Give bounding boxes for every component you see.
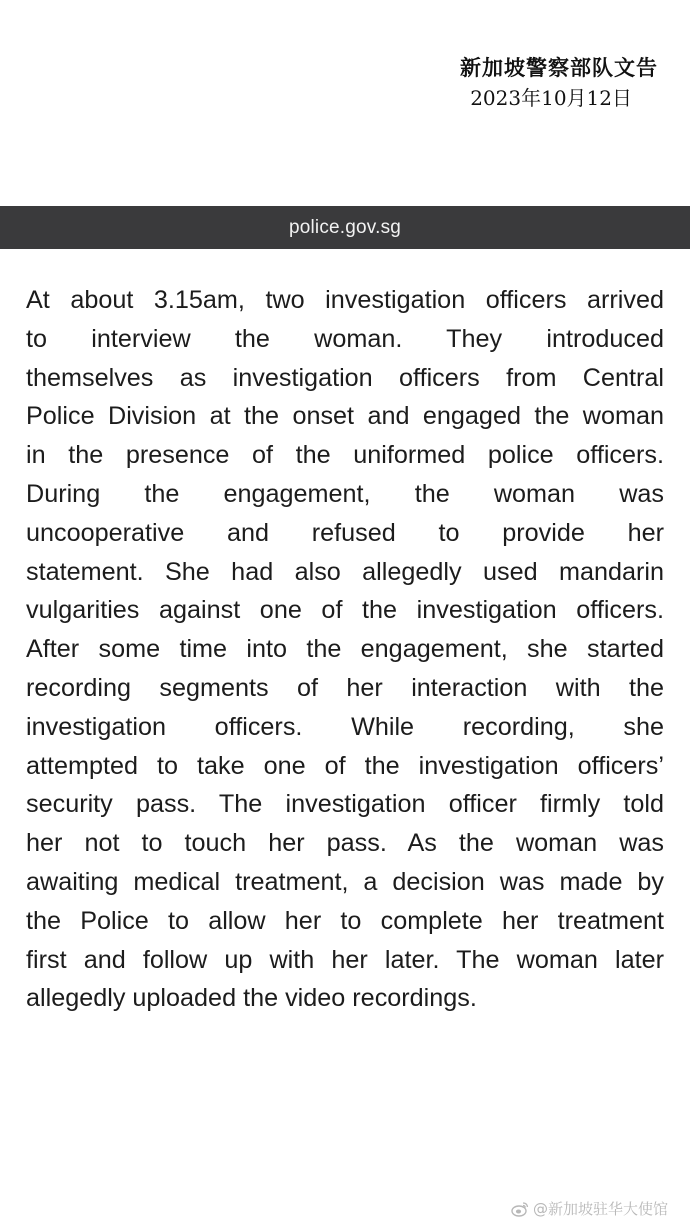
article-line: vulgarities against one of the investigation officers. (26, 596, 664, 625)
article-line: in the presence of the uniformed police officers. (26, 441, 664, 470)
article-line: awaiting medical treatment, a decision was made by (26, 867, 664, 896)
article-line: to interview the woman. They introduced (26, 324, 664, 353)
url-bar (0, 206, 690, 249)
watermark (511, 1198, 668, 1219)
article-line: first and follow up with her later. The woman later (26, 945, 664, 974)
article-line: the Police to allow her to complete her treatment (26, 906, 664, 935)
article-line: Police Division at the onset and engaged the woman (26, 402, 664, 431)
watermark-text: @新加坡驻华大使馆 (532, 1200, 668, 1218)
url-text: police.gov.sg (288, 216, 402, 238)
article-line: her not to touch her pass. As the woman was (26, 829, 664, 858)
press-release-date: 2023年10月12日 (470, 86, 632, 110)
article-line: allegedly uploaded the video recordings. (26, 984, 477, 1013)
article-line: attempted to take one of the investigation officers’ (26, 751, 664, 780)
article-line: investigation officers. While recording, she (26, 712, 664, 741)
press-release-title: 新加坡警察部队文告 (460, 55, 658, 80)
weibo-icon (511, 1201, 529, 1217)
article-line: themselves as investigation officers from Central (26, 363, 664, 392)
article-body (26, 281, 664, 1018)
article-line: At about 3.15am, two investigation officers arrived (26, 286, 664, 314)
article-line: During the engagement, the woman was (26, 479, 664, 508)
article-line: After some time into the engagement, she started (26, 635, 664, 664)
article-line: statement. She had also allegedly used mandarin (26, 557, 664, 586)
article-line: recording segments of her interaction with the (26, 673, 664, 702)
article-line: uncooperative and refused to provide her (26, 518, 664, 547)
article-line: security pass. The investigation officer firmly told (26, 790, 664, 819)
press-release-header (460, 52, 658, 112)
